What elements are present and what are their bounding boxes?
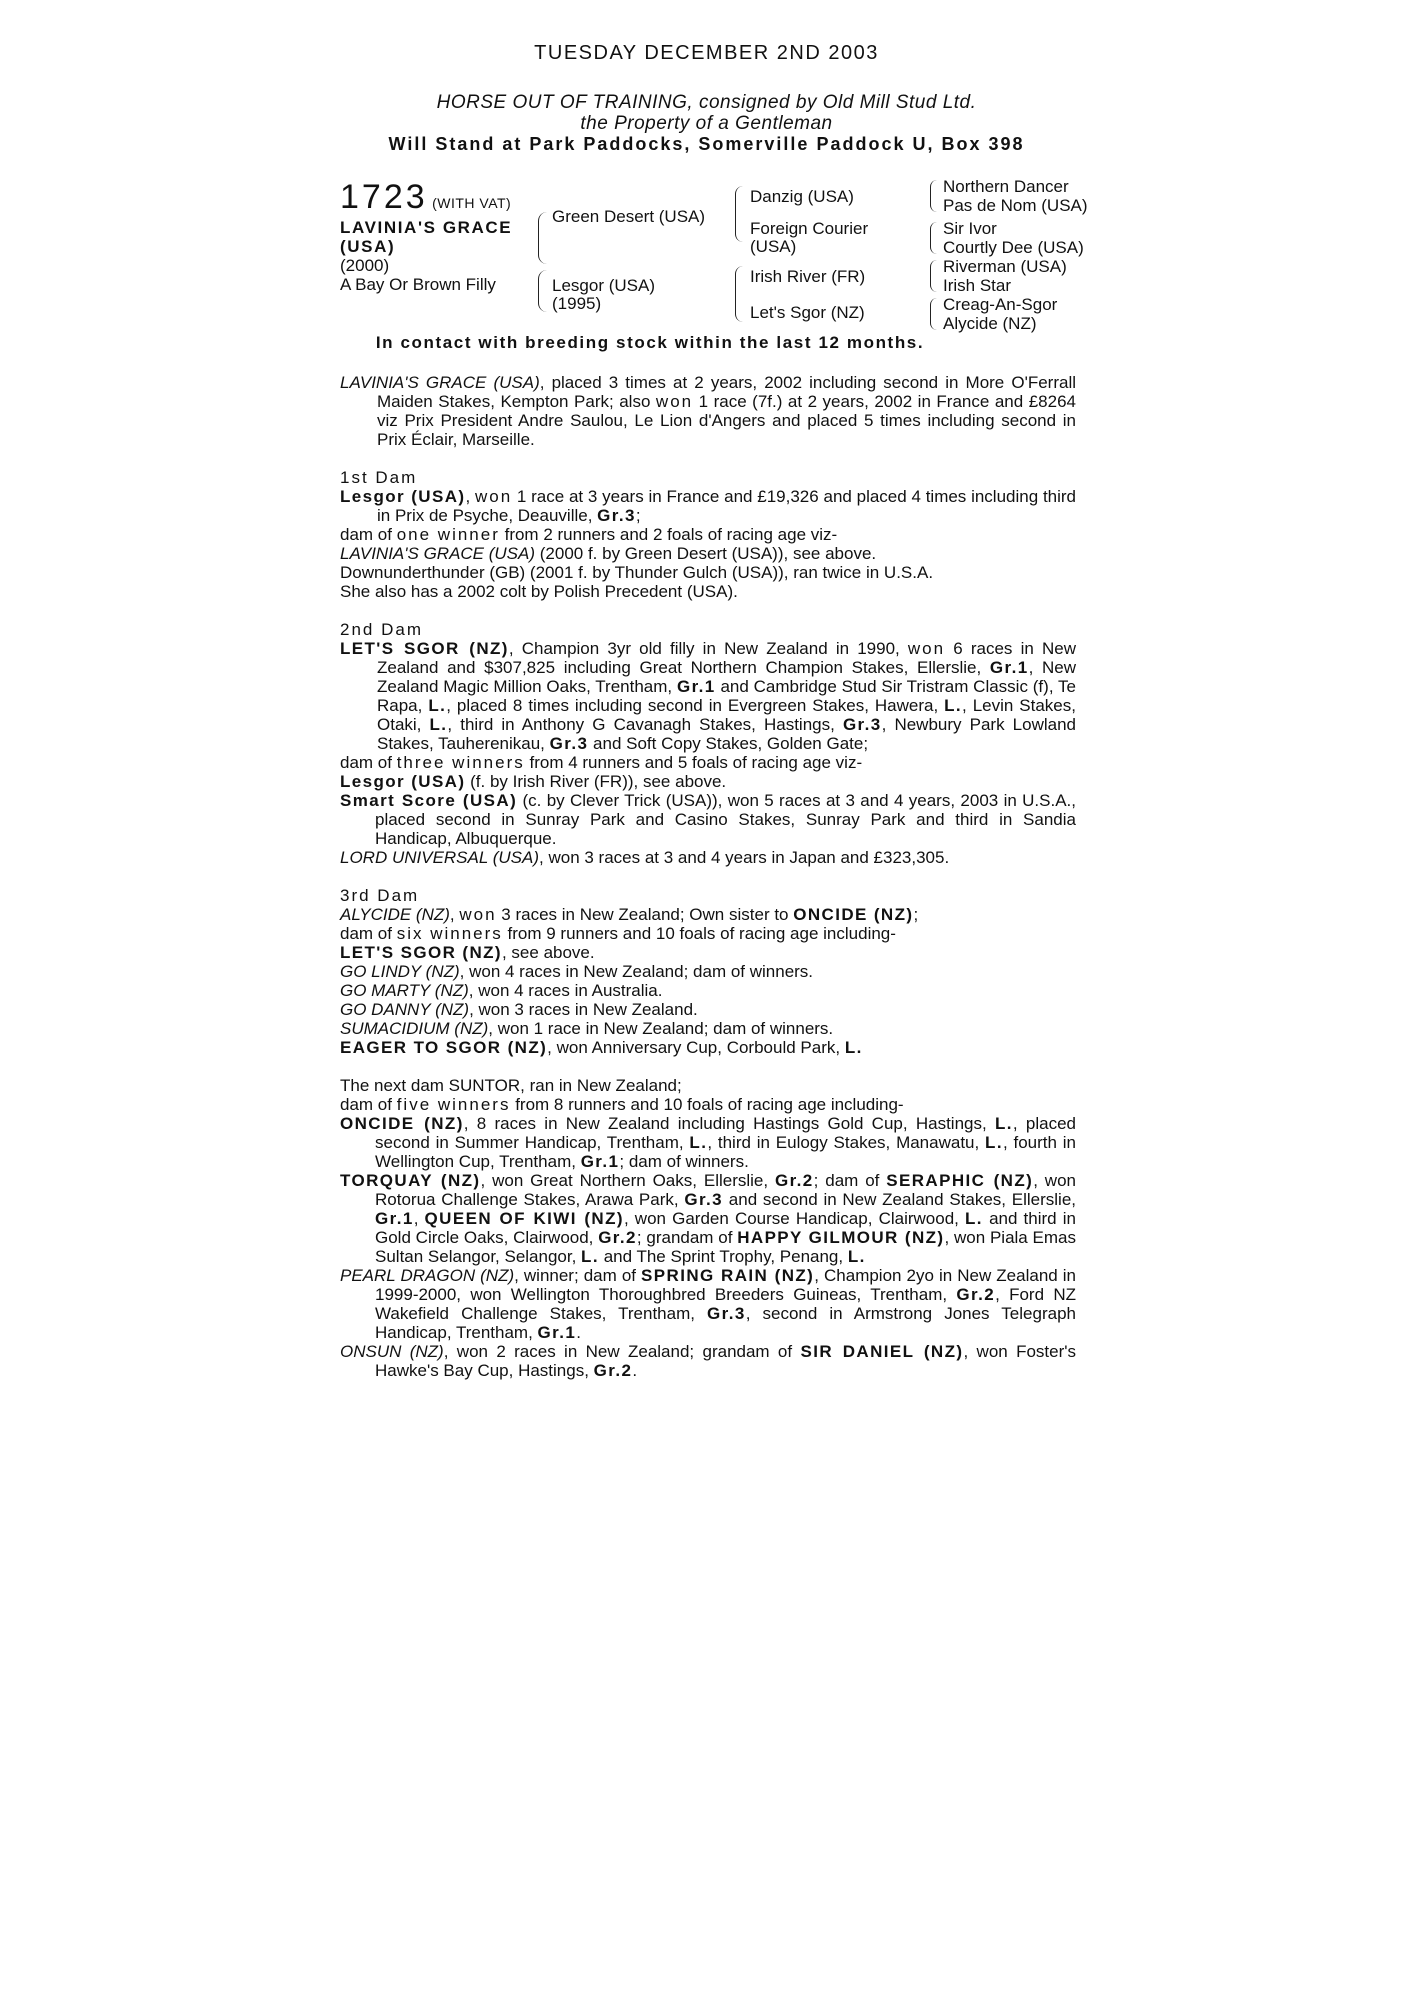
first-dam-heading: 1st Dam bbox=[340, 468, 418, 487]
stand-location: Will Stand at Park Paddocks, Somerville Paddock U, Box 398 bbox=[388, 134, 1025, 154]
lot-header bbox=[340, 178, 511, 217]
sss: Northern Dancer bbox=[943, 177, 1069, 196]
produce-entry: GO DANNY (NZ), won 3 races in New Zealand. bbox=[340, 1000, 698, 1019]
dam-dam: Let's Sgor (NZ) bbox=[750, 303, 865, 322]
pedigree-brace bbox=[930, 222, 937, 254]
produce-entry: LORD UNIVERSAL (USA), won 3 races at 3 and 4 years in Japan and £323,305. bbox=[340, 848, 950, 867]
catalogue-text bbox=[340, 373, 1076, 1380]
sire-sire: Danzig (USA) bbox=[750, 187, 854, 206]
ddd: Alycide (NZ) bbox=[943, 314, 1037, 333]
sds: Sir Ivor bbox=[943, 219, 997, 238]
sire: Green Desert (USA) bbox=[552, 207, 706, 226]
pedigree-brace bbox=[930, 298, 937, 330]
first-dam-produce-summary: dam of one winner from 2 runners and 2 foals of racing age viz- bbox=[340, 525, 838, 544]
pedigree-brace bbox=[930, 180, 937, 212]
ssd: Pas de Nom (USA) bbox=[943, 196, 1088, 215]
produce-entry: ONSUN (NZ), won 2 races in New Zealand; grandam of SIR DANIEL (NZ), won Foster's Hawke's Bay Cup, Hastings, Gr.2. bbox=[340, 1342, 1076, 1380]
pedigree-brace bbox=[735, 266, 743, 322]
third-dam-produce-summary: dam of six winners from 9 runners and 10 foals of racing age including- bbox=[340, 924, 896, 943]
produce-note: She also has a 2002 colt by Polish Precedent (USA). bbox=[340, 582, 738, 601]
contact-note: In contact with breeding stock within the last 12 months. bbox=[375, 333, 925, 352]
horse-name: LAVINIA'S GRACE (USA) bbox=[340, 218, 513, 256]
next-dam-produce-summary: dam of five winners from 8 runners and 10 foals of racing age including- bbox=[340, 1095, 904, 1114]
property-line: the Property of a Gentleman bbox=[580, 113, 833, 134]
produce-entry: LAVINIA'S GRACE (USA) (2000 f. by Green Desert (USA)), see above. bbox=[340, 544, 877, 563]
sdd: Courtly Dee (USA) bbox=[943, 238, 1084, 257]
third-dam-record: ALYCIDE (NZ), won 3 races in New Zealand; Own sister to ONCIDE (NZ); bbox=[340, 905, 919, 924]
produce-entry: Lesgor (USA) (f. by Irish River (FR)), see above. bbox=[340, 772, 727, 791]
dam: Lesgor (USA) bbox=[552, 276, 655, 295]
sire-dam-country: (USA) bbox=[750, 237, 797, 256]
pedigree-brace bbox=[538, 270, 547, 312]
dds: Creag-An-Sgor bbox=[943, 295, 1058, 314]
foaling-year: (2000) bbox=[340, 256, 390, 275]
horse-record: LAVINIA'S GRACE (USA), placed 3 times at 2 years, 2002 including second in More O'Ferrall Maiden Stakes, Kempton Park; also won 1 race (7f.) at 2 years, 2002 in France and £8264 viz Prix President Andre Saulou, Le Lion d'Angers and placed 5 times including second in Prix Éclair, Marseille. bbox=[340, 373, 1076, 449]
produce-entry: TORQUAY (NZ), won Great Northern Oaks, Ellerslie, Gr.2; dam of SERAPHIC (NZ), won Rotorua Challenge Stakes, Arawa Park, Gr.3 and second in New Zealand Stakes, Ellerslie, Gr.1, QUEEN OF KIWI (NZ), won Garden Course Handicap, Clairwood, L. and third in Gold Circle Oaks, Clairwood, Gr.2; grandam of HAPPY GILMOUR (NZ), won Piala Emas Sultan Selangor, Selangor, L. and The Sprint Trophy, Penang, L. bbox=[340, 1171, 1076, 1266]
second-dam-heading: 2nd Dam bbox=[340, 620, 423, 639]
sale-date: TUESDAY DECEMBER 2ND 2003 bbox=[534, 42, 879, 64]
produce-entry: PEARL DRAGON (NZ), winner; dam of SPRING RAIN (NZ), Champion 2yo in New Zealand in 1999-2000, won Wellington Thoroughbred Breeders Guineas, Trentham, Gr.2, Ford NZ Wakefield Challenge Stakes, Trentham, Gr.3, second in Armstrong Jones Telegraph Handicap, Trentham, Gr.1. bbox=[340, 1266, 1076, 1342]
dss: Riverman (USA) bbox=[943, 257, 1067, 276]
dam-sire: Irish River (FR) bbox=[750, 267, 866, 286]
consignment-block bbox=[0, 92, 1413, 155]
dsd: Irish Star bbox=[943, 276, 1012, 295]
sire-dam: Foreign Courier bbox=[750, 219, 869, 238]
produce-entry: GO MARTY (NZ), won 4 races in Australia. bbox=[340, 981, 663, 1000]
pedigree-brace bbox=[735, 186, 743, 242]
lot-number: 1723 bbox=[340, 178, 428, 216]
produce-entry: Smart Score (USA) (c. by Clever Trick (USA)), won 5 races at 3 and 4 years, 2003 in U.S.A., placed second in Sunray Park and Casino Stakes, Sunray Park and third in Sandia Handicap, Albuquerque. bbox=[340, 791, 1076, 848]
vat-note: (WITH VAT) bbox=[432, 195, 512, 211]
produce-entry: SUMACIDIUM (NZ), won 1 race in New Zealand; dam of winners. bbox=[340, 1019, 834, 1038]
produce-entry: Downunderthunder (GB) (2001 f. by Thunder Gulch (USA)), ran twice in U.S.A. bbox=[340, 563, 934, 582]
second-dam-produce-summary: dam of three winners from 4 runners and 5 foals of racing age viz- bbox=[340, 753, 863, 772]
produce-entry: LET'S SGOR (NZ), see above. bbox=[340, 943, 595, 962]
horse-info bbox=[340, 218, 520, 294]
produce-entry: ONCIDE (NZ), 8 races in New Zealand including Hastings Gold Cup, Hastings, L., placed second in Summer Handicap, Trentham, L., third in Eulogy Stakes, Manawatu, L., fourth in Wellington Cup, Trentham, Gr.1; dam of winners. bbox=[340, 1114, 1076, 1171]
produce-entry: GO LINDY (NZ), won 4 races in New Zealand; dam of winners. bbox=[340, 962, 814, 981]
consignor-line: HORSE OUT OF TRAINING, consigned by Old Mill Stud Ltd. bbox=[436, 92, 977, 113]
third-dam-heading: 3rd Dam bbox=[340, 886, 420, 905]
pedigree-brace bbox=[538, 212, 547, 264]
second-dam-record: LET'S SGOR (NZ), Champion 3yr old filly in New Zealand in 1990, won 6 races in New Zealand and $307,825 including Great Northern Champion Stakes, Ellerslie, Gr.1, New Zealand Magic Million Oaks, Trentham, Gr.1 and Cambridge Stud Sir Tristram Classic (f), Te Rapa, L., placed 8 times including second in Evergreen Stakes, Hawera, L., Levin Stakes, Otaki, L., third in Anthony G Cavanagh Stakes, Hastings, Gr.3, Newbury Park Lowland Stakes, Tauherenikau, Gr.3 and Soft Copy Stakes, Golden Gate; bbox=[340, 639, 1076, 753]
next-dam-line: The next dam SUNTOR, ran in New Zealand; bbox=[340, 1076, 682, 1095]
pedigree-brace bbox=[930, 260, 937, 292]
horse-description: A Bay Or Brown Filly bbox=[340, 275, 496, 294]
dam-year: (1995) bbox=[552, 294, 602, 313]
produce-entry: EAGER TO SGOR (NZ), won Anniversary Cup, Corbould Park, L. bbox=[340, 1038, 863, 1057]
first-dam-record: Lesgor (USA), won 1 race at 3 years in France and £19,326 and placed 4 times including third in Prix de Psyche, Deauville, Gr.3; bbox=[340, 487, 1077, 525]
